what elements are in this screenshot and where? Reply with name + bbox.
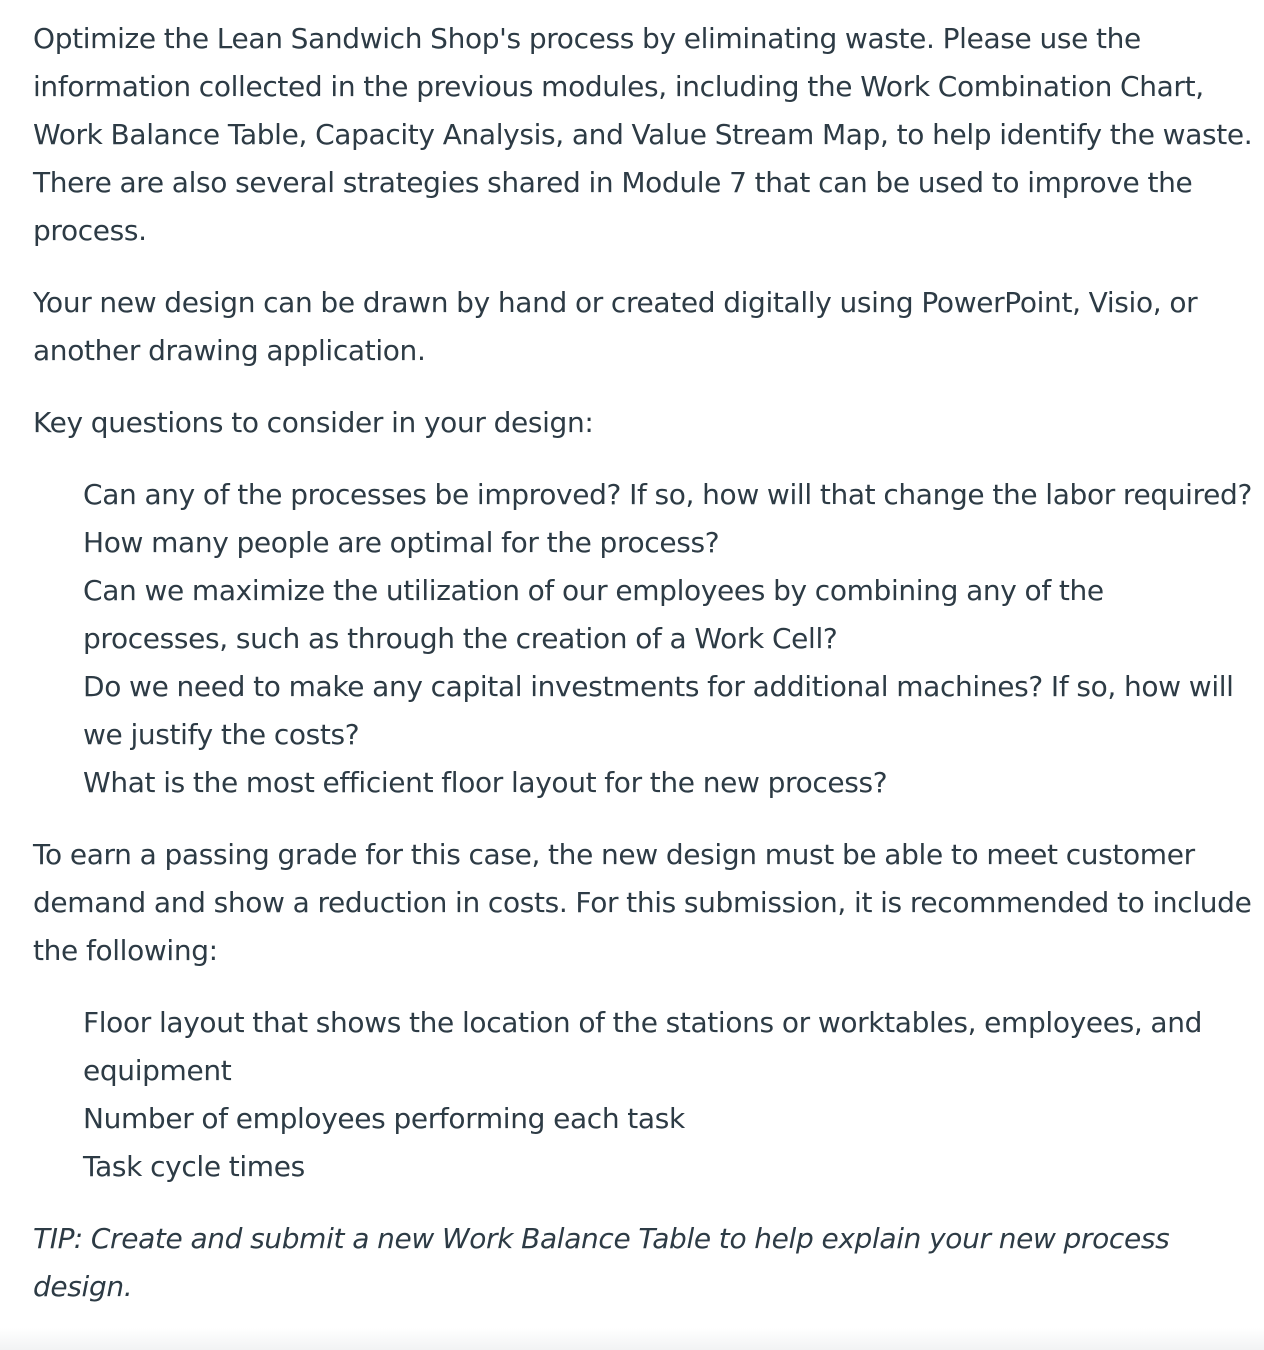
key-question-item: Do we need to make any capital investments for additional machines? If so, how will we justify the costs? [83, 670, 1234, 751]
recommended-items-list [83, 999, 1255, 1191]
bottom-fade [0, 1328, 1264, 1350]
tip-paragraph: TIP: Create and submit a new Work Balance Table to help explain your new process design. [33, 1222, 1170, 1303]
recommended-item: Task cycle times [83, 1150, 305, 1183]
key-questions-heading: Key questions to consider in your design: [33, 406, 594, 439]
grade-paragraph: To earn a passing grade for this case, the new design must be able to meet customer demand and show a reduction in costs. For this submission, it is recommended to include the following: [33, 838, 1252, 967]
key-question-item: How many people are optimal for the process? [83, 526, 720, 559]
intro-paragraph: Optimize the Lean Sandwich Shop's process by eliminating waste. Please use the information collected in the previous modules, including the Work Combination Chart, Work Balance Table, Capacity Analysis, and Value Stream Map, to help identify the waste. There are also several strategies shared in Module 7 that can be used to improve the process. [33, 22, 1253, 247]
assignment-content [33, 15, 1255, 1311]
recommended-item: Number of employees performing each task [83, 1102, 685, 1135]
recommended-item: Floor layout that shows the location of the stations or worktables, employees, and equipment [83, 1006, 1203, 1087]
key-question-item: Can we maximize the utilization of our employees by combining any of the processes, such as through the creation of a Work Cell? [83, 574, 1104, 655]
key-question-item: Can any of the processes be improved? If so, how will that change the labor required? [83, 478, 1252, 511]
key-question-item: What is the most efficient floor layout for the new process? [83, 766, 888, 799]
design-paragraph: Your new design can be drawn by hand or created digitally using PowerPoint, Visio, or another drawing application. [33, 286, 1198, 367]
key-questions-list [83, 471, 1255, 807]
